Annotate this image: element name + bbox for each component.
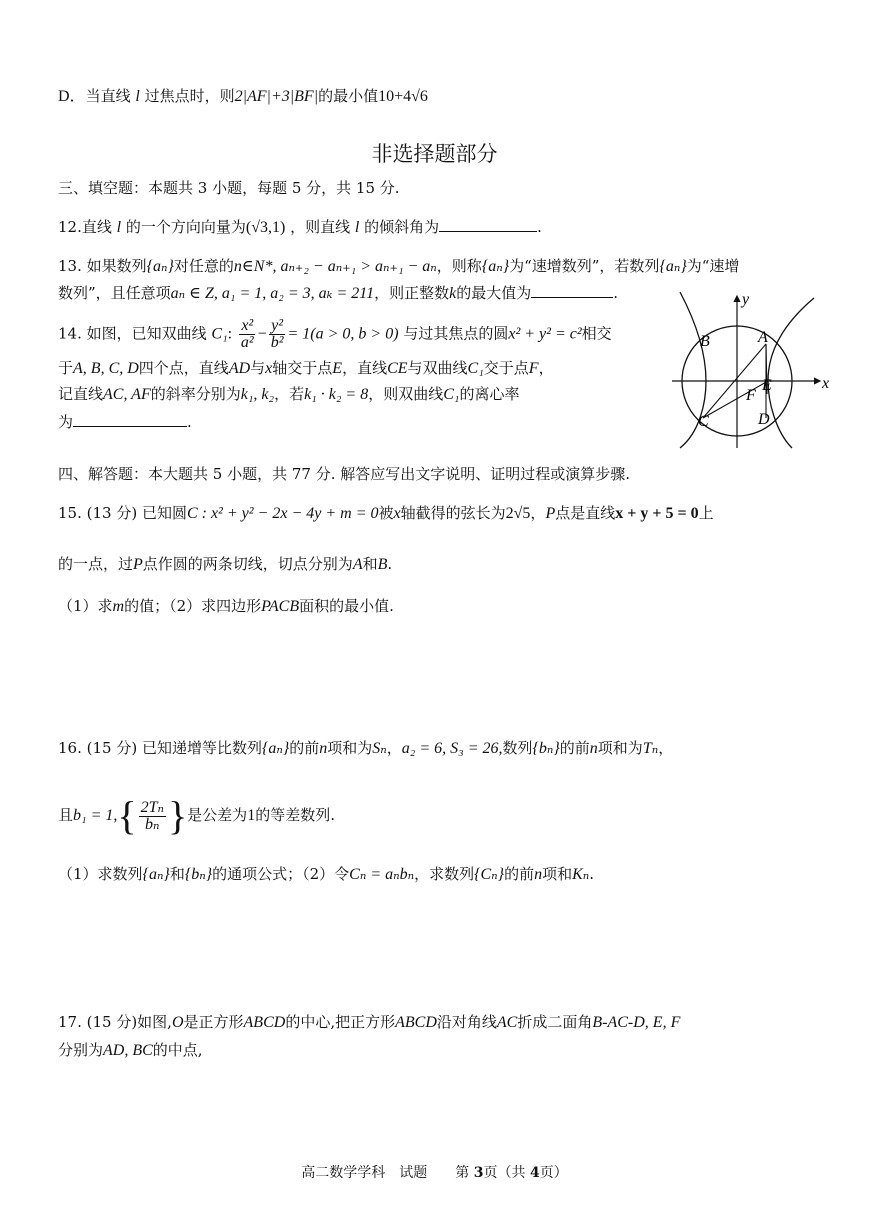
- math: {bₙ}: [532, 740, 560, 757]
- text: 15. (13 分) 已知圆: [58, 504, 187, 522]
- question-14-line2: [58, 358, 554, 379]
- footer-text: 页）: [539, 1165, 568, 1181]
- text: 的最大值为: [456, 284, 532, 302]
- text: 直线: [81, 218, 112, 236]
- footer-text: 高二数学学科 试题 第: [301, 1165, 470, 1181]
- text: ，则正整数: [374, 284, 450, 302]
- text: ，则称: [436, 257, 482, 275]
- math: {aₙ}: [261, 740, 290, 757]
- math: P: [133, 556, 143, 573]
- math: C₁: [211, 325, 228, 343]
- text: ，: [538, 359, 554, 377]
- math: F: [528, 360, 539, 377]
- fig-label: A: [758, 329, 768, 346]
- math: ABCD: [243, 1014, 286, 1031]
- text: 四个点，直线: [138, 359, 229, 377]
- text: 为“速增数列”，若数列: [509, 257, 660, 275]
- solve-header: 四、解答题：本大题共 5 小题，共 77 分. 解答应写出文字说明、证明过程或演算步骤.: [58, 465, 631, 483]
- text: 对任意的: [173, 257, 234, 275]
- text: .: [589, 865, 595, 883]
- text: ，则直线: [290, 218, 351, 236]
- math: Tₙ: [642, 740, 659, 757]
- question-14-line3: [58, 384, 519, 405]
- math: a₂ = 6, S₃ = 26,: [401, 740, 503, 757]
- text: 的前: [559, 739, 590, 757]
- text: 分别为: [58, 1041, 104, 1059]
- text: 的等差数列.: [255, 806, 335, 824]
- text: 和: [362, 555, 378, 573]
- math: AD, BC: [103, 1042, 153, 1059]
- text: 的值；（2）求四边形: [124, 597, 262, 615]
- math: b₁ = 1,: [73, 807, 118, 824]
- math: x + y + 5 = 0: [615, 505, 699, 522]
- math-vector: (√3,1): [245, 219, 286, 236]
- fill-header: 三、填空题：本题共 3 小题，每题 5 分，共 15 分.: [58, 179, 400, 197]
- text: .: [187, 413, 192, 431]
- text: 是正方形: [183, 1013, 244, 1031]
- text: 与过其焦点的圆: [403, 324, 509, 343]
- question-16-line2: 且b₁ = 1,{ $\frac{\text{2Tₙ}}{\text{bₙ}}$ }是公差为1的等差数列.: [58, 793, 335, 838]
- fig-label: B: [700, 333, 710, 350]
- text: 轴截得的弦长为: [400, 504, 506, 522]
- text: 项和为: [597, 739, 643, 757]
- math: Cₙ = aₙbₙ: [349, 866, 415, 883]
- math: B-AC-D, E, F: [592, 1014, 681, 1031]
- text: ，则双曲线: [368, 385, 444, 403]
- fig-label: C: [698, 413, 709, 430]
- text: 的中心,把正方形: [285, 1013, 396, 1031]
- text: 的一个方向向量为: [125, 218, 246, 236]
- text: （1）求数列: [58, 865, 143, 883]
- math: l: [135, 88, 140, 105]
- math: n: [319, 740, 328, 757]
- math: B: [377, 556, 388, 573]
- math: CE: [387, 360, 408, 377]
- question-15-line1: [58, 503, 714, 524]
- text: 的最小值: [318, 87, 379, 105]
- text: 与: [250, 359, 266, 377]
- math: A: [352, 556, 363, 573]
- text: 的前: [504, 865, 535, 883]
- text: 为: [58, 413, 74, 431]
- math-condition: = 1(a > 0, b > 0): [287, 325, 399, 343]
- math: l: [354, 219, 360, 236]
- fraction: $\frac{\text{x²}}{\text{a²}}$: [240, 317, 254, 351]
- math: C : x² + y² − 2x − 4y + m = 0: [186, 505, 379, 522]
- text: 是公差为: [187, 806, 248, 824]
- text: 的前: [289, 739, 320, 757]
- math: x: [393, 505, 401, 522]
- text: 与双曲线: [407, 359, 468, 377]
- question-14-line4: [58, 412, 192, 432]
- answer-blank[interactable]: [439, 217, 537, 232]
- text: 折成二面角: [517, 1013, 593, 1031]
- math: {aₙ}: [481, 258, 510, 275]
- footer-text: 页（共: [483, 1165, 526, 1181]
- math: AC: [496, 1014, 518, 1031]
- page-footer: [0, 1162, 869, 1182]
- math: x² + y² = c²: [508, 325, 582, 343]
- question-number: 12.: [58, 218, 82, 236]
- math: {aₙ}: [146, 258, 174, 275]
- math: {Cₙ}: [474, 866, 505, 883]
- math-condition: aₙ ∈ Z, a₁ = 1, a₂ = 3, aₖ = 211: [170, 285, 375, 302]
- text: ，直线: [342, 359, 388, 377]
- section-title: 非选择题部分: [371, 142, 498, 166]
- question-12: [58, 217, 542, 238]
- math: AC, AF: [103, 386, 151, 403]
- text: （1）求: [58, 597, 113, 615]
- math: Kₙ: [572, 866, 590, 883]
- text: ，: [386, 739, 402, 757]
- text: 相交: [581, 324, 612, 343]
- question-17-line2: [58, 1040, 203, 1061]
- question-16-line1: [58, 738, 673, 759]
- fraction: $\frac{\text{2Tₙ}}{\text{bₙ}}$: [140, 798, 164, 833]
- math: l: [116, 219, 122, 236]
- text: ，若: [274, 385, 305, 403]
- text: 的通项公式；（2）令: [212, 865, 350, 883]
- math: O: [171, 1014, 184, 1031]
- math-expression: 2|AF|+3|BF|: [234, 88, 319, 105]
- answer-blank[interactable]: [73, 412, 187, 427]
- math: E: [332, 360, 343, 377]
- text: 的倾斜角为: [364, 218, 440, 236]
- math: {bₙ}: [184, 866, 213, 883]
- math: {aₙ}: [659, 258, 687, 275]
- text: 的中点,: [152, 1041, 203, 1059]
- math: 1: [247, 807, 256, 824]
- text: 和: [169, 865, 185, 883]
- fraction: $\frac{\text{y²}}{\text{b²}}$: [270, 317, 284, 351]
- text: 点是直线: [555, 504, 616, 522]
- text: 上: [698, 504, 714, 522]
- math: AD: [228, 360, 251, 377]
- math: 2√5: [505, 505, 531, 522]
- fig-label: y: [742, 291, 750, 308]
- text: 记直线: [58, 385, 104, 403]
- fig-label: E: [762, 377, 772, 394]
- text: .: [387, 555, 393, 573]
- text: 点作圆的两条切线，切点分别为: [142, 555, 353, 573]
- text: 沿对角线: [436, 1013, 497, 1031]
- text: 过焦点时，则: [144, 87, 235, 105]
- text: ，: [658, 739, 674, 757]
- text: 的一点，过: [58, 555, 134, 573]
- text: 数列”，且任意项: [58, 284, 171, 302]
- math: A, B, C, D: [73, 360, 139, 377]
- math: m: [112, 598, 125, 615]
- fig-label: F: [746, 387, 756, 404]
- page-total: 4: [529, 1165, 540, 1181]
- math: C₁: [443, 386, 460, 403]
- math: n: [534, 866, 543, 883]
- math: PACB: [261, 598, 300, 615]
- text: 被: [378, 504, 394, 522]
- math: k₁, k₂: [240, 386, 275, 403]
- question-15-line3: [58, 596, 394, 617]
- text: 17. (15 分)如图,: [58, 1013, 172, 1031]
- math: k: [449, 285, 457, 302]
- question-17-line1: [58, 1012, 680, 1033]
- math: C₁: [467, 360, 484, 377]
- text: 为“速增: [686, 257, 740, 275]
- fig-label: D: [758, 411, 770, 428]
- math: Sₙ: [372, 740, 387, 757]
- answer-blank[interactable]: [531, 283, 613, 298]
- text: 且: [58, 806, 74, 824]
- math: n: [589, 740, 598, 757]
- text: 13. 如果数列: [58, 257, 147, 275]
- text: 的斜率分别为: [150, 385, 241, 403]
- math: {aₙ}: [142, 866, 170, 883]
- text: 轴交于点: [272, 359, 333, 377]
- fig-label: x: [822, 375, 830, 392]
- text: 交于点: [483, 359, 529, 377]
- text: ，: [530, 504, 546, 522]
- math-condition: n∈N*, aₙ₊₂ − aₙ₊₁ > aₙ₊₁ − aₙ: [233, 258, 437, 275]
- text: 数列: [502, 739, 533, 757]
- text: 的离心率: [459, 385, 520, 403]
- question-13-line1: [58, 256, 739, 277]
- math: x: [265, 360, 273, 377]
- option-label: D．: [58, 88, 86, 105]
- text: 面积的最小值.: [299, 597, 394, 615]
- option-d: [58, 86, 428, 107]
- text: 14. 如图，已知双曲线: [58, 324, 207, 343]
- text: 当直线: [85, 87, 131, 105]
- question-13-line2: [58, 283, 618, 304]
- text: .: [613, 284, 618, 302]
- math: ABCD: [395, 1014, 437, 1031]
- math-value: 10+4√6: [378, 88, 428, 105]
- question-14-line1: 14. 如图，已知双曲线 C₁: $\frac{\text{x²}}{\text{a²}}$ − $\frac{\text{y²}}{\text{b²}}$ = 1(a > 0, b > 0) 与过其焦点的圆x² + y² = c²相交: [58, 317, 612, 351]
- text: .: [537, 218, 542, 236]
- page-number: 3: [473, 1165, 484, 1181]
- hyperbola-circle-figure: [672, 290, 832, 450]
- text: 项和为: [327, 739, 373, 757]
- math: k₁ · k₂ = 8: [304, 386, 369, 403]
- text: 项和: [542, 865, 573, 883]
- question-16-line3: [58, 864, 594, 885]
- math: P: [545, 505, 556, 522]
- text: 16. (15 分) 已知递增等比数列: [58, 739, 262, 757]
- text: ，求数列: [414, 865, 475, 883]
- text: 于: [58, 359, 74, 377]
- question-15-line2: [58, 554, 392, 575]
